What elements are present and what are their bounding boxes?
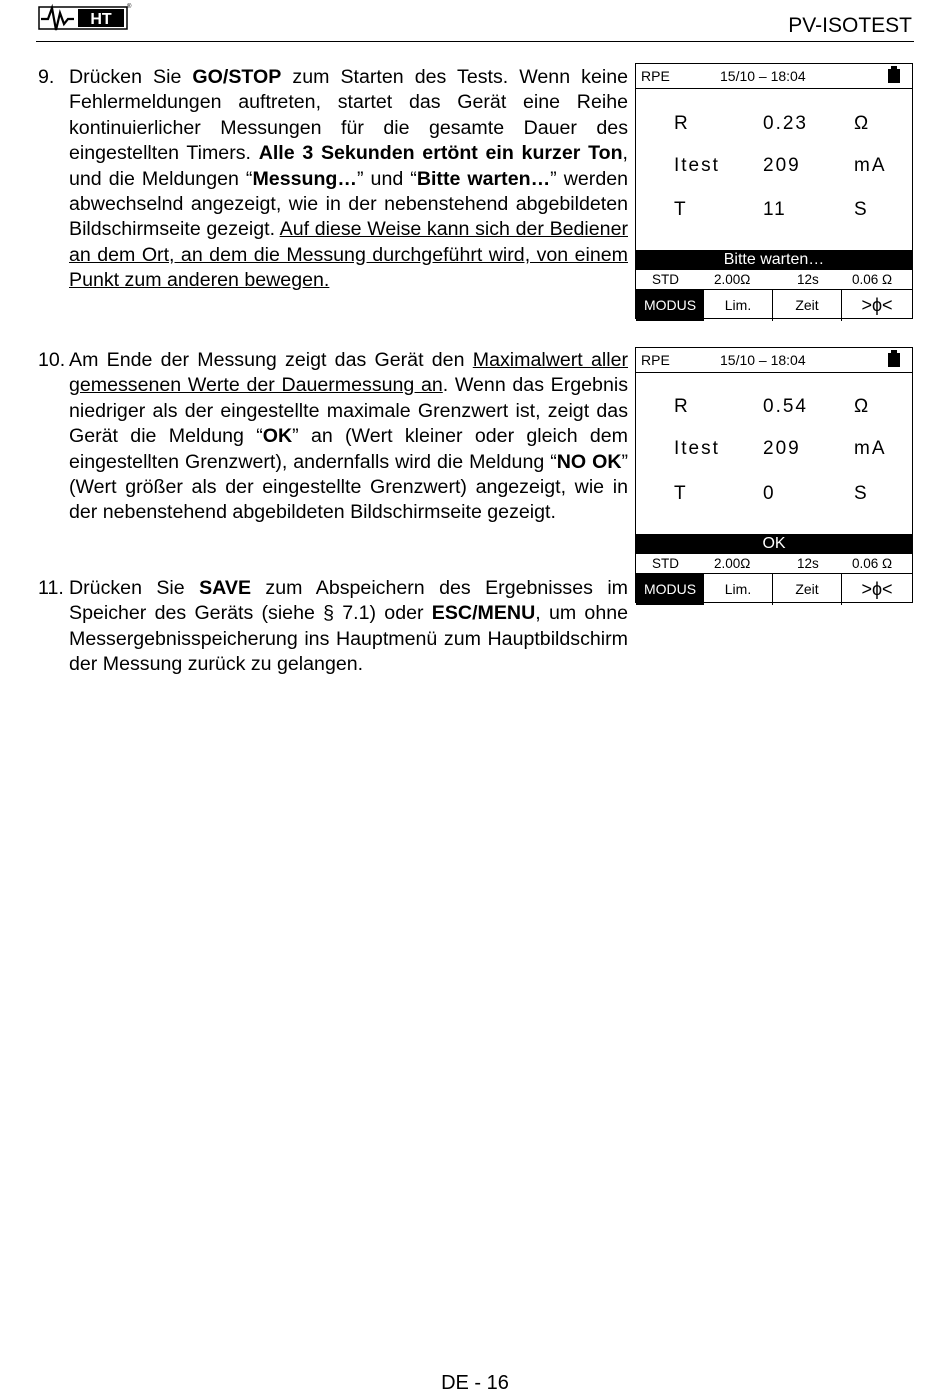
emphasis: GO/STOP xyxy=(192,66,282,88)
page-number: DE - 16 xyxy=(441,1372,509,1394)
text-run: zum Abspeichern des Ergebnisses im Speicher des Geräts (siehe § 7.1) oder xyxy=(69,577,629,625)
text-run: ” (Wert größer als der eingestellte Grenzwert) angezeigt, wie in der nebenstehend abgebildeten Bildschirmseite gezeigt. xyxy=(69,450,629,524)
row-label: T xyxy=(674,483,688,504)
row-unit: Ω xyxy=(854,396,871,417)
softkey-calibration[interactable]: >ϕ< xyxy=(861,579,893,599)
step-text xyxy=(69,576,628,678)
row-value: 209 xyxy=(763,155,801,176)
row-label: T xyxy=(674,199,688,220)
limits-row xyxy=(636,555,912,573)
row-value: 0.54 xyxy=(763,396,808,417)
limits-row xyxy=(636,271,912,289)
screen-status-bar xyxy=(636,348,912,373)
softkey-limit[interactable]: Lim. xyxy=(704,290,773,321)
step-number: 11. xyxy=(38,577,64,599)
softkey-time[interactable]: Zeit xyxy=(773,290,842,321)
row-label: Itest xyxy=(674,438,720,459)
result-row-itest xyxy=(636,438,912,468)
limit-mode: STD xyxy=(652,556,679,571)
battery-icon xyxy=(888,350,900,367)
row-unit: S xyxy=(854,199,869,220)
text-run: Drücken Sie xyxy=(69,66,193,88)
limit-time: 12s xyxy=(797,556,819,571)
step-number: 10. xyxy=(38,349,66,371)
row-value: 0 xyxy=(763,483,776,504)
emphasis: ESC/MENU xyxy=(431,602,536,625)
battery-icon xyxy=(888,66,900,83)
softkey-bar xyxy=(636,573,912,607)
status-message: Bitte warten… xyxy=(636,250,912,270)
text-run: , und die Meldungen “ xyxy=(69,142,628,190)
softkey-modus[interactable]: MODUS xyxy=(636,290,704,321)
step-10 xyxy=(38,348,628,526)
emphasis: SAVE xyxy=(199,577,252,599)
limit-offset: 0.06 Ω xyxy=(852,556,893,571)
row-unit: S xyxy=(854,483,869,504)
row-label: Itest xyxy=(674,155,720,176)
emphasis: Messung… xyxy=(252,167,357,190)
row-value: 0.23 xyxy=(763,113,808,134)
text-run: zum Starten des Tests. Wenn keine Fehlermeldungen auftreten, startet das Gerät eine Reihe kontinuierlicher Messungen für die gesamte Dauer des eingestellten Timers. xyxy=(69,66,629,165)
emphasis: Bitte warten… xyxy=(416,167,551,190)
softkey-modus[interactable]: MODUS xyxy=(636,574,704,605)
result-row-t xyxy=(636,199,912,229)
function-label: RPE xyxy=(641,352,670,368)
step-number: 9. xyxy=(38,66,55,88)
step-11 xyxy=(38,576,628,678)
header-rule xyxy=(36,41,914,42)
device-screen-measuring xyxy=(635,63,913,319)
step-9 xyxy=(38,65,628,294)
text-run: ” an (Wert kleiner oder gleich dem eingestellten Grenzwert), andernfalls wird die Meldung “ xyxy=(69,425,628,473)
step-text xyxy=(69,65,628,294)
doc-title: PV-ISOTEST xyxy=(788,14,912,37)
limit-mode: STD xyxy=(652,272,679,287)
date-time: 15/10 – 18:04 xyxy=(720,68,806,84)
softkey-calibration[interactable]: >ϕ< xyxy=(861,295,893,315)
result-row-itest xyxy=(636,155,912,185)
svg-text:®: ® xyxy=(127,4,132,10)
row-label: R xyxy=(674,113,690,134)
limit-resistance: 2.00Ω xyxy=(714,556,751,571)
row-unit: mA xyxy=(854,438,887,459)
logo-text: HT xyxy=(90,11,112,28)
result-row-t xyxy=(636,483,912,513)
softkey-time[interactable]: Zeit xyxy=(773,574,842,605)
row-value: 209 xyxy=(763,438,801,459)
row-unit: Ω xyxy=(854,113,871,134)
result-row-r xyxy=(636,396,912,426)
text-run: , um ohne Messergebnisspeicherung ins Hauptmenü zum Hauptbildschirm der Messung zurück zu gelangen. xyxy=(69,602,629,676)
result-row-r xyxy=(636,113,912,143)
underlined-text: Auf diese Weise kann sich der Bediener an dem Ort, an dem die Messung durchgeführt wird, von einem Punkt zum anderen bewegen. xyxy=(69,218,628,292)
device-screen-result xyxy=(635,347,913,603)
text-run: . Wenn das Ergebnis niedriger als der eingestellte maximale Grenzwert ist, zeigt das Gerät die Meldung “ xyxy=(69,374,629,448)
softkey-bar xyxy=(636,289,912,323)
row-unit: mA xyxy=(854,155,887,176)
limit-resistance: 2.00Ω xyxy=(714,272,751,287)
text-run: ” und “ xyxy=(356,167,417,190)
function-label: RPE xyxy=(641,68,670,84)
step-text xyxy=(69,348,628,526)
ht-logo xyxy=(38,2,130,34)
date-time: 15/10 – 18:04 xyxy=(720,352,806,368)
row-label: R xyxy=(674,396,690,417)
emphasis: OK xyxy=(262,425,293,448)
limit-time: 12s xyxy=(797,272,819,287)
emphasis: NO OK xyxy=(556,450,622,473)
limit-offset: 0.06 Ω xyxy=(852,272,893,287)
underlined-text: Maximalwert aller gemessenen Werte der Dauermessung an xyxy=(69,349,628,397)
text-run: Am Ende der Messung zeigt das Gerät den xyxy=(69,349,473,371)
row-value: 11 xyxy=(763,199,787,220)
status-message: OK xyxy=(636,534,912,554)
screen-status-bar xyxy=(636,64,912,89)
emphasis: Alle 3 Sekunden ertönt ein kurzer Ton xyxy=(258,142,623,165)
text-run: ” werden abwechselnd angezeigt, wie in der nebenstehend abgebildeten Bildschirmseite gezeigt. xyxy=(69,167,629,241)
softkey-limit[interactable]: Lim. xyxy=(704,574,773,605)
text-run: Drücken Sie xyxy=(69,577,200,599)
